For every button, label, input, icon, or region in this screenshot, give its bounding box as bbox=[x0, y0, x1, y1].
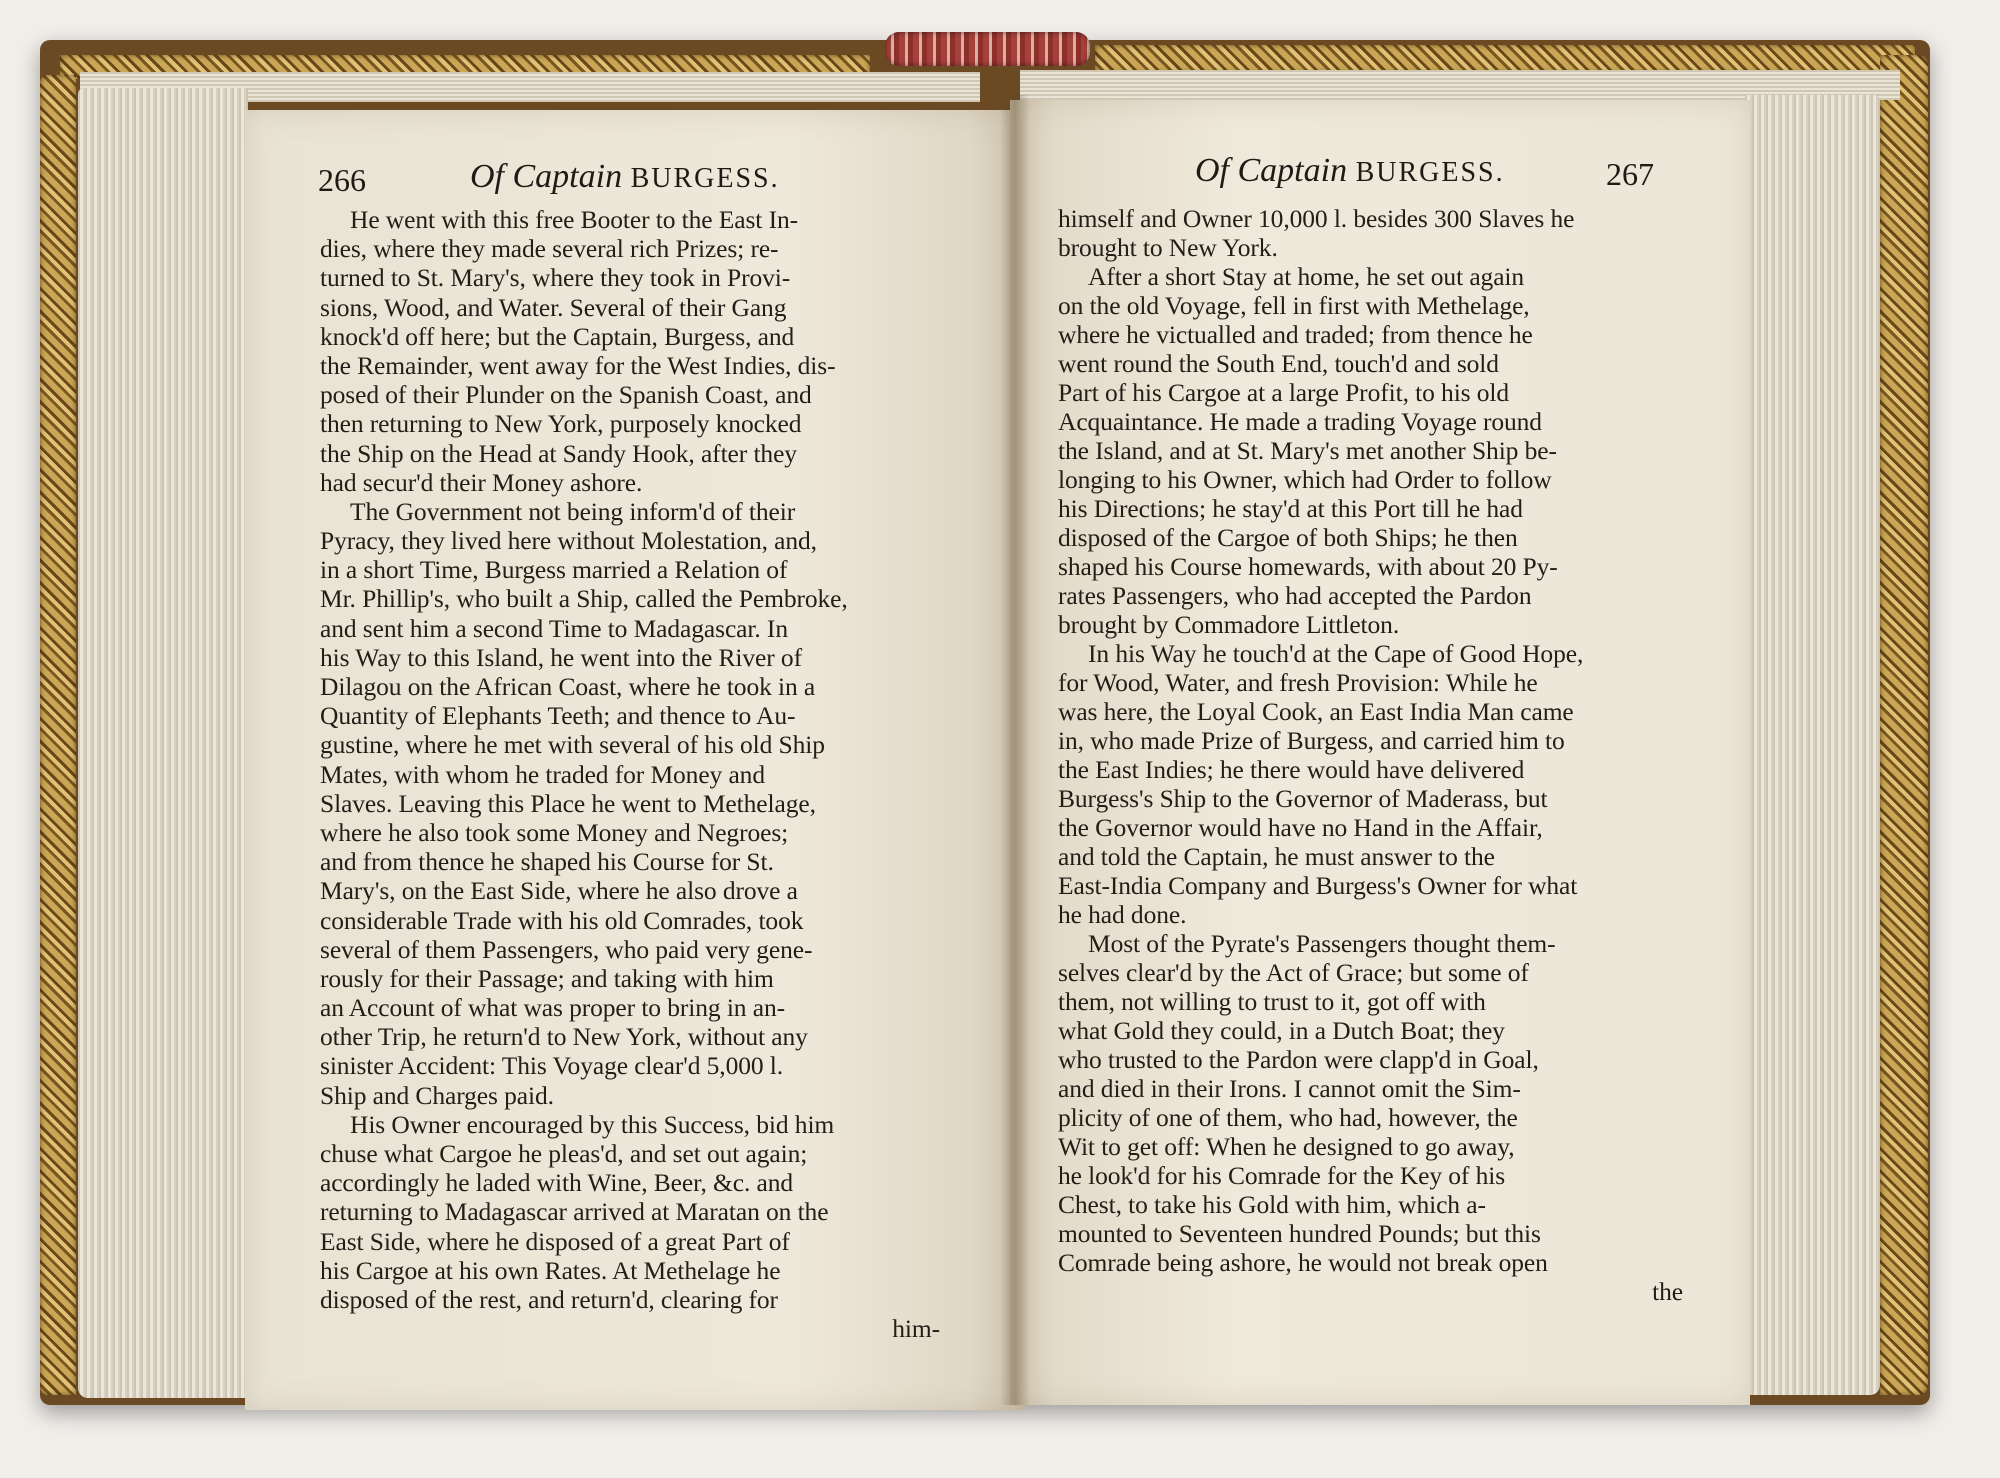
left-page-text bbox=[320, 205, 940, 1343]
text-line: and died in their Irons. I cannot omit the Sim- bbox=[1058, 1074, 1521, 1103]
text-line: Pyracy, they lived here without Molestation, and, bbox=[320, 526, 817, 556]
gilt-border-left bbox=[40, 75, 76, 1395]
text-line: His Owner encouraged by this Success, bid him bbox=[350, 1109, 835, 1139]
text-line: Ship and Charges paid. bbox=[320, 1080, 554, 1110]
text-line: disposed of the rest, and return'd, clearing for bbox=[320, 1284, 778, 1314]
catchword: him- bbox=[892, 1314, 940, 1344]
headband bbox=[885, 32, 1090, 66]
text-line: Most of the Pyrate's Passengers thought them- bbox=[1088, 929, 1556, 958]
text-line: he look'd for his Comrade for the Key of his bbox=[1058, 1161, 1506, 1190]
text-line: Mates, with whom he traded for Money and bbox=[320, 759, 765, 789]
text-line: for Wood, Water, and fresh Provision: While he bbox=[1058, 668, 1538, 697]
text-line: mounted to Seventeen hundred Pounds; but this bbox=[1058, 1219, 1541, 1248]
right-page-text bbox=[1058, 204, 1683, 1306]
left-running-head-name: BURGESS. bbox=[630, 163, 780, 194]
text-line: plicity of one of them, who had, however, the bbox=[1058, 1103, 1518, 1132]
text-line: sions, Wood, and Water. Several of their Gang bbox=[320, 292, 787, 322]
text-line: longing to his Owner, which had Order to follow bbox=[1058, 465, 1552, 494]
text-line: then returning to New York, purposely knocked bbox=[320, 409, 802, 439]
text-line: his Cargoe at his own Rates. At Methelage he bbox=[320, 1255, 781, 1285]
catchword: the bbox=[1652, 1277, 1683, 1306]
text-line: In his Way he touch'd at the Cape of Good Hope, bbox=[1088, 639, 1584, 668]
text-line: where he also took some Money and Negroes; bbox=[320, 817, 789, 847]
text-line: Comrade being ashore, he would not break open bbox=[1058, 1248, 1548, 1277]
right-running-head-name: BURGESS. bbox=[1355, 157, 1505, 188]
text-line: knock'd off here; but the Captain, Burgess, and bbox=[320, 321, 795, 351]
text-line: went round the South End, touch'd and sold bbox=[1058, 349, 1499, 378]
text-line: who trusted to the Pardon were clapp'd in Goal, bbox=[1058, 1045, 1539, 1074]
right-running-head bbox=[1195, 152, 1505, 190]
text-line: and sent him a second Time to Madagascar. In bbox=[320, 613, 788, 643]
text-line: Mr. Phillip's, who built a Ship, called the Pembroke, bbox=[320, 584, 848, 614]
text-line: shaped his Course homewards, with about 20 Py- bbox=[1058, 552, 1558, 581]
page-edges-right bbox=[1745, 95, 1880, 1395]
text-line: several of them Passengers, who paid very gene- bbox=[320, 934, 813, 964]
text-line: Part of his Cargoe at a large Profit, to his old bbox=[1058, 378, 1510, 407]
text-line: was here, the Loyal Cook, an East India Man came bbox=[1058, 697, 1574, 726]
text-line: his Way to this Island, he went into the River of bbox=[320, 642, 802, 672]
text-line: East-India Company and Burgess's Owner for what bbox=[1058, 871, 1578, 900]
text-line: Dilagou on the African Coast, where he took in a bbox=[320, 672, 816, 701]
left-page-number: 266 bbox=[318, 162, 366, 198]
text-line: Mary's, on the East Side, where he also drove a bbox=[320, 876, 798, 906]
text-line: Wit to get off: When he designed to go away, bbox=[1058, 1132, 1515, 1161]
text-line: the East Indies; he there would have delivered bbox=[1058, 755, 1525, 784]
text-line: and told the Captain, he must answer to the bbox=[1058, 842, 1495, 871]
text-line: other Trip, he return'd to New York, without any bbox=[320, 1022, 808, 1052]
text-line: an Account of what was proper to bring in an- bbox=[320, 993, 785, 1023]
text-line: himself and Owner 10,000 l. besides 300 Slaves he bbox=[1058, 204, 1575, 233]
gilt-border-top-right bbox=[1095, 45, 1915, 73]
left-running-head-prefix: Of Captain bbox=[470, 158, 623, 195]
text-line: East Side, where he disposed of a great Part of bbox=[320, 1226, 790, 1256]
text-line: the Remainder, went away for the West Indies, dis- bbox=[320, 350, 836, 380]
page-edges-left bbox=[78, 88, 248, 1398]
text-line: the Ship on the Head at Sandy Hook, after they bbox=[320, 438, 797, 468]
text-line: disposed of the Cargoe of both Ships; he then bbox=[1058, 523, 1518, 552]
text-line: After a short Stay at home, he set out again bbox=[1088, 262, 1525, 291]
text-line: brought to New York. bbox=[1058, 233, 1278, 262]
text-line: had secur'd their Money ashore. bbox=[320, 467, 643, 497]
gilt-border-right bbox=[1880, 55, 1928, 1395]
left-running-head bbox=[470, 158, 780, 196]
text-line: sinister Accident: This Voyage clear'd 5,000 l. bbox=[320, 1051, 784, 1081]
text-line: Quantity of Elephants Teeth; and thence to Au- bbox=[320, 701, 796, 731]
text-line: in a short Time, Burgess married a Relation of bbox=[320, 555, 788, 585]
text-line: considerable Trade with his old Comrades, took bbox=[320, 905, 804, 935]
text-line: He went with this free Booter to the East In- bbox=[350, 205, 799, 234]
text-line: turned to St. Mary's, where they took in Provi- bbox=[320, 263, 791, 293]
text-line: Chest, to take his Gold with him, which a- bbox=[1058, 1190, 1486, 1219]
text-line: what Gold they could, in a Dutch Boat; they bbox=[1058, 1016, 1505, 1045]
text-line: the Island, and at St. Mary's met another Ship be- bbox=[1058, 436, 1557, 465]
text-line: selves clear'd by the Act of Grace; but some of bbox=[1058, 958, 1529, 987]
text-line: Acquaintance. He made a trading Voyage round bbox=[1058, 407, 1542, 436]
text-line: in, who made Prize of Burgess, and carried him to bbox=[1058, 726, 1565, 755]
text-line: on the old Voyage, fell in first with Methelage, bbox=[1058, 291, 1530, 320]
text-line: accordingly he laded with Wine, Beer, &c. and bbox=[320, 1168, 794, 1198]
text-line: the Governor would have no Hand in the Affair, bbox=[1058, 813, 1543, 842]
text-line: Burgess's Ship to the Governor of Maderass, but bbox=[1058, 784, 1548, 813]
text-line: rously for their Passage; and taking with him bbox=[320, 963, 774, 993]
book-gutter bbox=[1000, 95, 1030, 1405]
text-line: his Directions; he stay'd at this Port till he had bbox=[1058, 494, 1523, 523]
right-running-head-prefix: Of Captain bbox=[1195, 152, 1348, 189]
text-line: brought by Commadore Littleton. bbox=[1058, 610, 1400, 639]
text-line: gustine, where he met with several of his old Ship bbox=[320, 730, 825, 760]
text-line: The Government not being inform'd of their bbox=[350, 496, 796, 526]
text-line: where he victualled and traded; from thence he bbox=[1058, 320, 1533, 349]
text-line: them, not willing to trust to it, got off with bbox=[1058, 987, 1486, 1016]
text-line: chuse what Cargoe he pleas'd, and set out again; bbox=[320, 1139, 808, 1168]
text-line: dies, where they made several rich Prizes; re- bbox=[320, 234, 779, 264]
right-page-number: 267 bbox=[1606, 156, 1654, 192]
text-line: rates Passengers, who had accepted the Pardon bbox=[1058, 581, 1532, 610]
text-line: and from thence he shaped his Course for St. bbox=[320, 847, 774, 877]
text-line: returning to Madagascar arrived at Maratan on the bbox=[320, 1197, 829, 1227]
text-line: he had done. bbox=[1058, 900, 1187, 929]
text-line: Slaves. Leaving this Place he went to Methelage, bbox=[320, 788, 816, 818]
text-line: posed of their Plunder on the Spanish Coast, and bbox=[320, 380, 812, 410]
